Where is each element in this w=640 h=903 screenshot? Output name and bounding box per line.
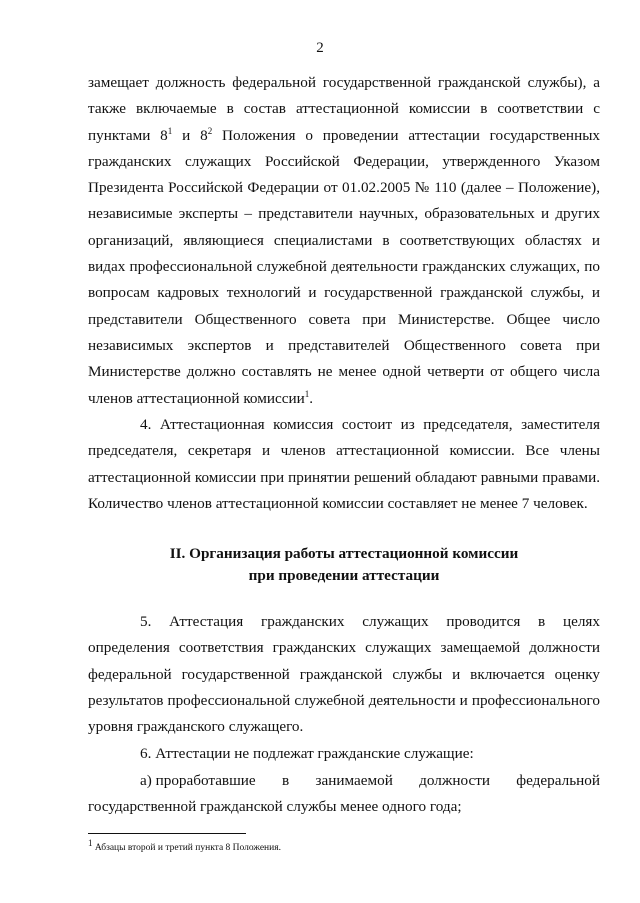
para1-text-b: и 8 — [172, 126, 208, 144]
footnote — [88, 837, 600, 855]
page-number: 2 — [316, 40, 324, 56]
item-a-line — [140, 768, 600, 794]
item-a-continuation: государственной гражданской службы менее одного года; — [88, 798, 462, 815]
item-a-word-4: должности — [419, 772, 490, 789]
paragraph-continuation — [88, 70, 600, 412]
para1-text-c: Положения о проведении аттестации государственных гражданских служащих Российской Федерации, утвержденного Указом Президента Российской Федерации от 01.02.2005 № 110 (далее – Положение), независимые эксперты – представители научных, образовательных и других организаций, являющиеся специалистами в соответствующих областях и видах профессиональной служебной деятельности гражданских служащих, по вопросам кадровых технологий и государственной гражданской службы, и представители Общественного совета при Министерстве. Общее число независимых экспертов и представителей Общественного совета при Министерстве должно составлять не менее одной четверти от общего числа членов аттестационной комиссии — [88, 126, 600, 407]
item-a-word-3: занимаемой — [315, 772, 393, 789]
footnote-text: Абзацы второй и третий пункта 8 Положения. — [92, 843, 281, 853]
item-a-word-2: в — [282, 772, 290, 789]
footnote-mark: 1 — [88, 837, 93, 848]
paragraph-4: 4. Аттестационная комиссия состоит из председателя, заместителя председателя, секретаря и членов аттестационной комиссии. Все члены аттестационной комиссии при принятии решений обладают равными правами. Количество членов аттестационной комиссии составляет не менее 7 человек. — [88, 416, 600, 512]
paragraph-6: 6. Аттестации не подлежат гражданские служащие: — [140, 745, 474, 762]
item-a-word-1: а) проработавшие — [140, 772, 256, 789]
section-heading-line-2: при проведении аттестации — [248, 567, 440, 584]
footnote-reference: 1 — [304, 388, 310, 399]
para1-end: . — [309, 389, 313, 407]
para1-text-a: замещает должность федеральной государственной гражданской службы), а также включаемые в состав аттестационной комиссии в соответствии с пунктами 8 — [88, 74, 600, 144]
superscript-2: 2 — [207, 125, 213, 136]
footnote-divider — [88, 833, 246, 834]
item-a-word-5: федеральной — [516, 772, 600, 789]
superscript-1: 1 — [167, 125, 173, 136]
section-heading — [88, 543, 600, 587]
section-heading-line-1: II. Организация работы аттестационной комиссии — [169, 545, 519, 562]
paragraph-5: 5. Аттестация гражданских служащих проводится в целях определения соответствия гражданских служащих замещаемой должности федеральной государственной гражданской службы и включается оценку результатов профессиональной служебной деятельности и профессионального уровня гражданского служащего. — [88, 613, 600, 736]
